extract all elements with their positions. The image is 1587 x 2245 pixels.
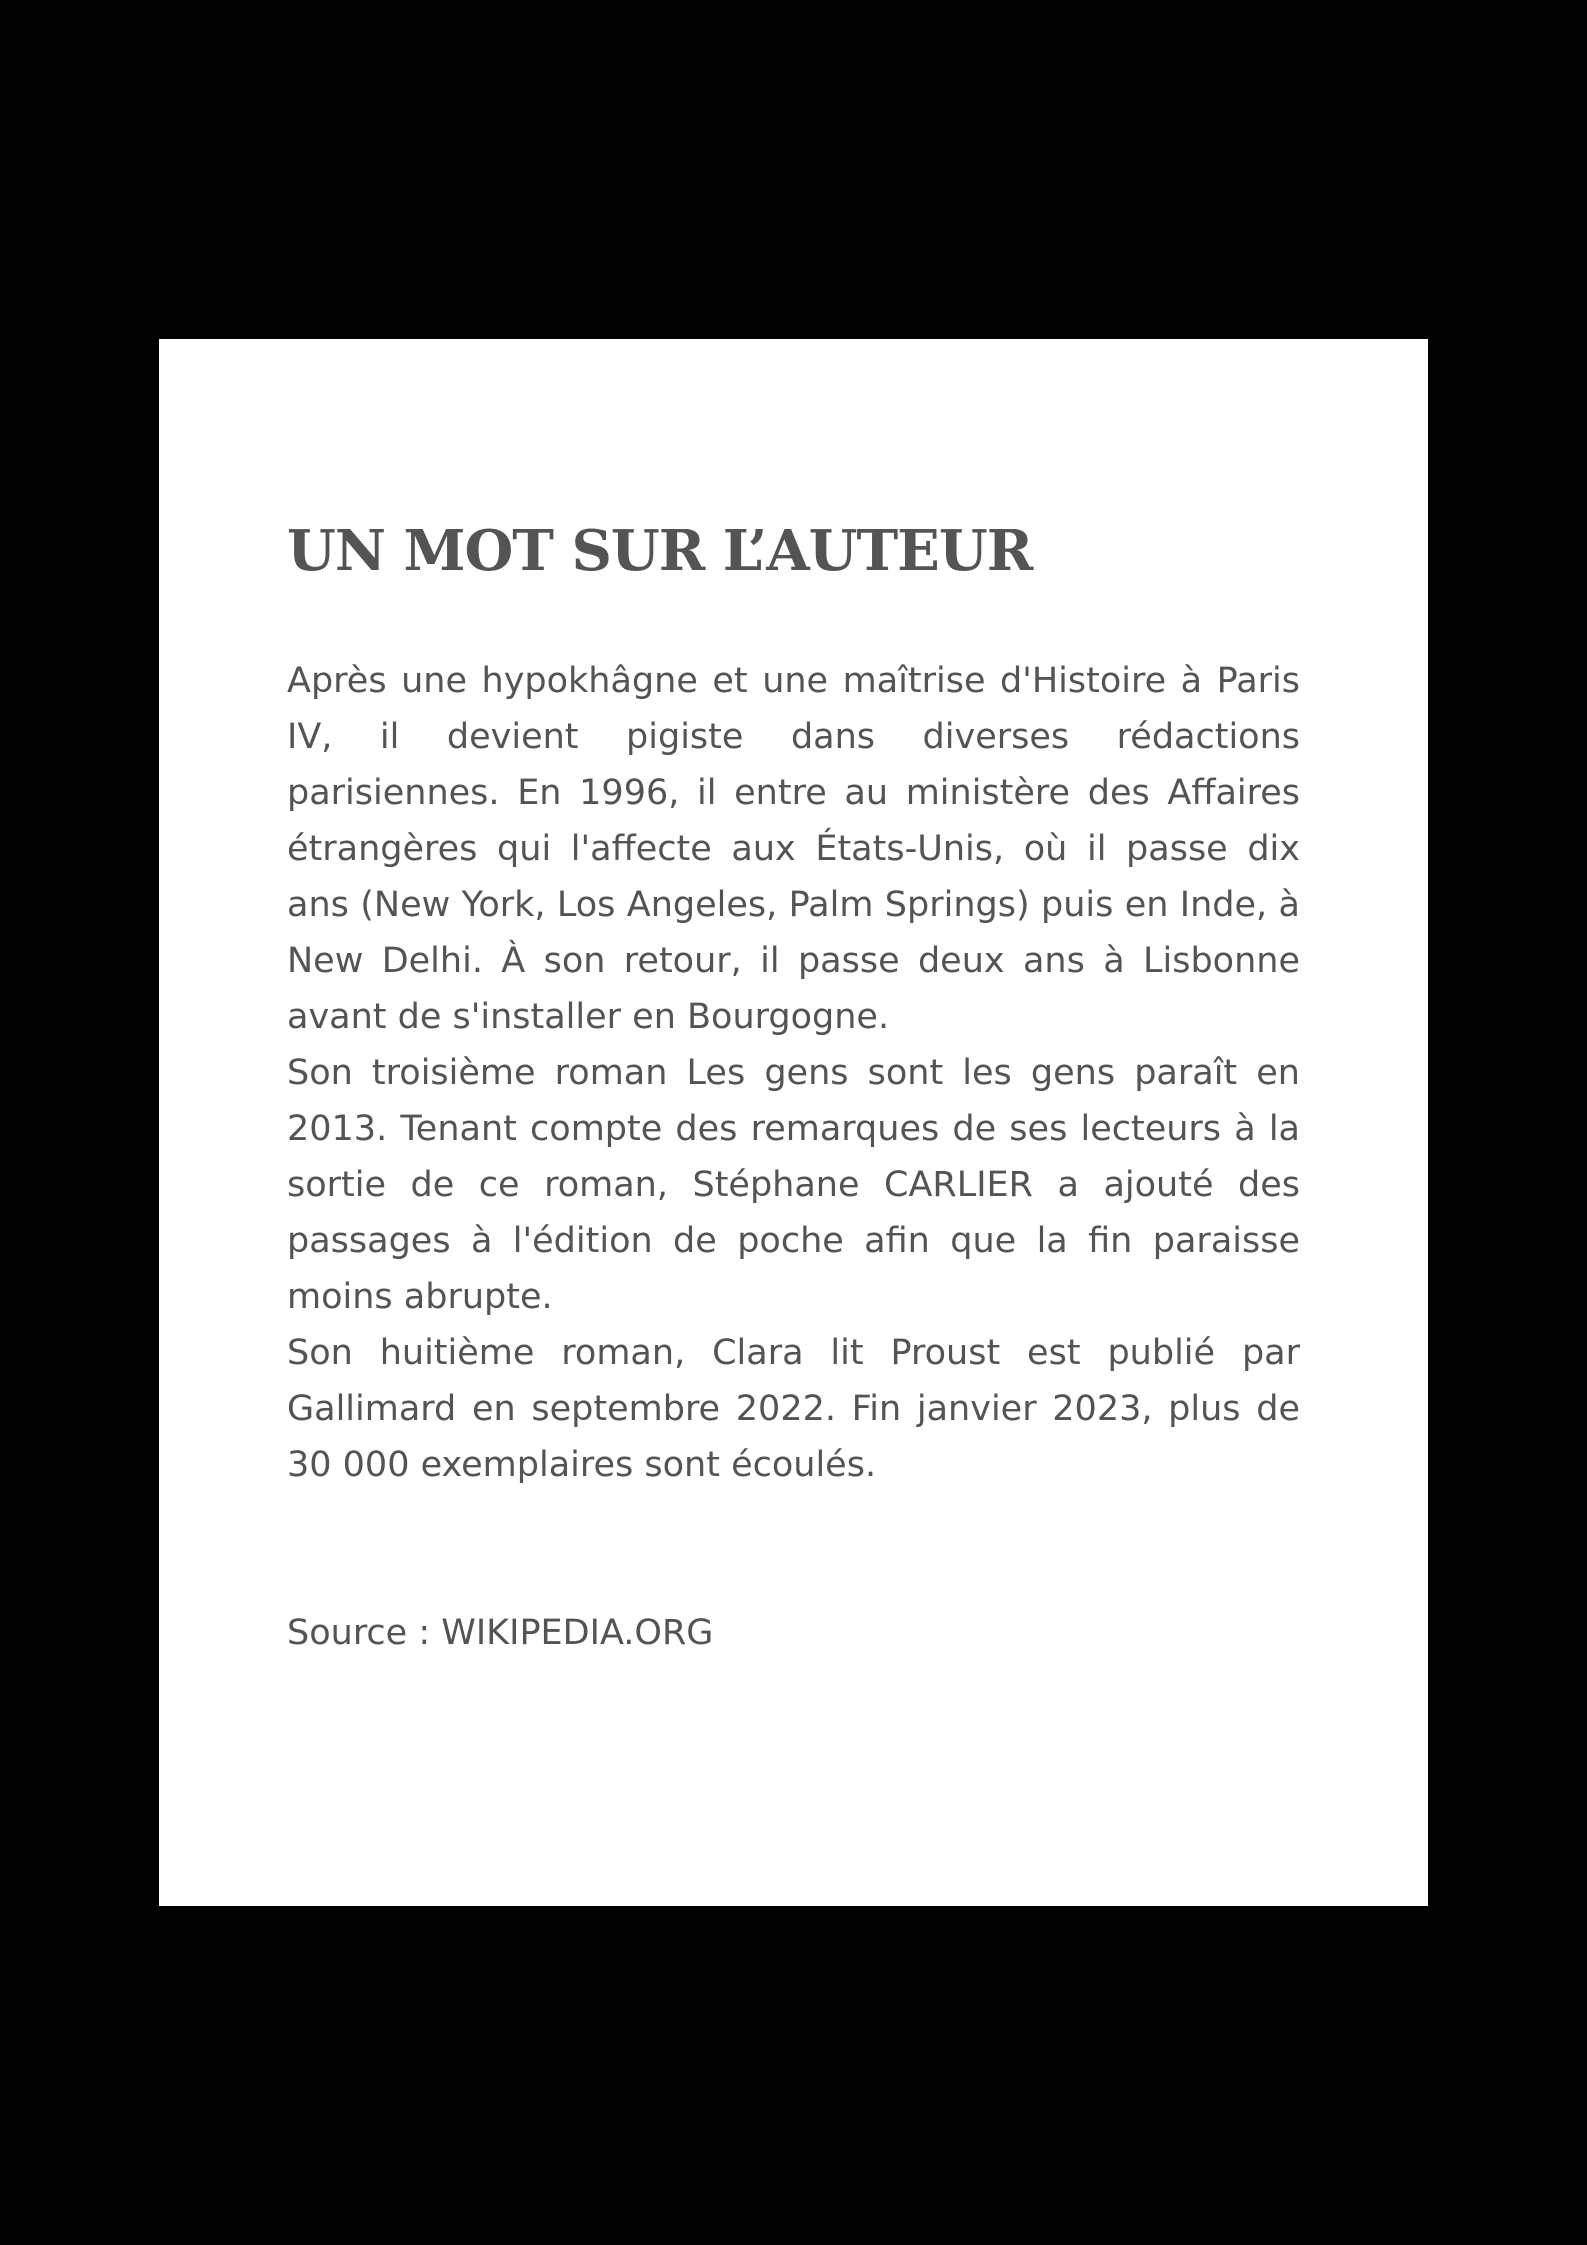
card-content — [287, 518, 1300, 1661]
biography-paragraph: Son huitième roman, Clara lit Proust est publié par Gallimard en septembre 2022. Fin janvier 2023, plus de 30 000 exemplaires sont écoulés. — [287, 1332, 1300, 1485]
author-card — [159, 339, 1428, 1906]
author-biography — [287, 653, 1300, 1493]
biography-paragraph: Après une hypokhâgne et une maîtrise d'Histoire à Paris IV, il devient pigiste dans diverses rédactions parisiennes. En 1996, il entre au ministère des Affaires étrangères qui l'affecte aux États-Unis, où il passe dix ans (New York, Los Angeles, Palm Springs) puis en Inde, à New Delhi. À son retour, il passe deux ans à Lisbonne avant de s'installer en Bourgogne. — [287, 660, 1300, 1037]
biography-paragraph: Son troisième roman Les gens sont les gens paraît en 2013. Tenant compte des remarques de ses lecteurs à la sortie de ce roman, Stéphane CARLIER a ajouté des passages à l'édition de poche afin que la fin paraisse moins abrupte. — [287, 1052, 1300, 1317]
source-credit: Source : WIKIPEDIA.ORG — [287, 1612, 714, 1653]
page-title: UN MOT SUR L’AUTEUR — [287, 518, 1033, 584]
